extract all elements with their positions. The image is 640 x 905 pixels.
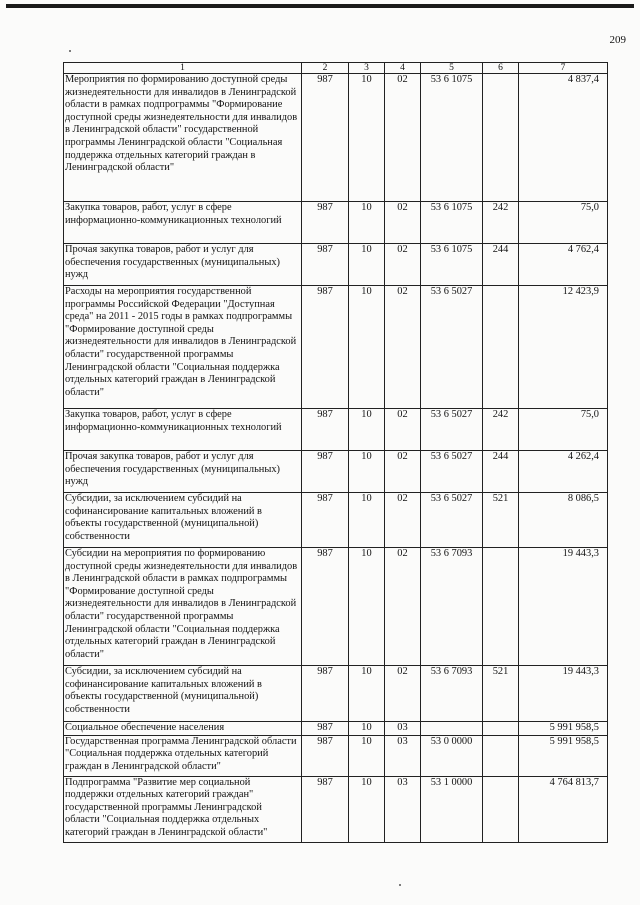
amount: 75,0: [519, 409, 608, 451]
table-row: [64, 244, 608, 286]
section-code: 10: [349, 493, 385, 548]
expense-description: Социальное обеспечение населения: [64, 722, 302, 736]
header-cell: 7: [519, 63, 608, 74]
expense-description: Субсидии, за исключением субсидий на софинансирование капитальных вложений в объекты государственной (муниципальной) собственности: [64, 666, 302, 722]
table-row: [64, 286, 608, 409]
expense-description: Субсидии на мероприятия по формированию доступной среды жизнедеятельности для инвалидов в Ленинградской области в рамках подпрограммы "Формирование доступной среды жизнедеятельности для инвалидов в Ленинградской области" государственной программы Ленинградской области "Социальная поддержка отдельных категорий граждан в Ленинградской области": [64, 548, 302, 666]
amount: 12 423,9: [519, 286, 608, 409]
section-code: 10: [349, 286, 385, 409]
ministry-code: 987: [302, 74, 349, 202]
amount: 4 262,4: [519, 451, 608, 493]
subsection-code: 03: [385, 722, 421, 736]
table-row: [64, 735, 608, 776]
expense-description: Прочая закупка товаров, работ и услуг для обеспечения государственных (муниципальных) нужд: [64, 451, 302, 493]
target-article-code: 53 6 5027: [421, 286, 483, 409]
expense-description: Подпрограмма "Развитие мер социальной поддержки отдельных категорий граждан" государственной программы Ленинградской области "Социальная поддержка отдельных категорий граждан в Ленинградской области": [64, 776, 302, 842]
target-article-code: 53 6 1075: [421, 244, 483, 286]
section-code: 10: [349, 202, 385, 244]
header-cell: 5: [421, 63, 483, 74]
ministry-code: 987: [302, 451, 349, 493]
ministry-code: 987: [302, 202, 349, 244]
expense-description: Расходы на мероприятия государственной программы Российской Федерации "Доступная среда" на 2011 - 2015 годы в рамках подпрограммы "Формирование доступной среды жизнедеятельности для инвалидов в Ленинградской области" государственной программы Ленинградской области "Социальная поддержка отдельных категорий граждан в Ленинградской области": [64, 286, 302, 409]
expense-description: Государственная программа Ленинградской области "Социальная поддержка отдельных категорий граждан в Ленинградской области": [64, 735, 302, 776]
subsection-code: 03: [385, 735, 421, 776]
header-cell: 6: [483, 63, 519, 74]
expense-type-code: [483, 548, 519, 666]
column-number-header-row: [64, 63, 608, 74]
section-code: 10: [349, 548, 385, 666]
scan-speck: [69, 50, 71, 52]
ministry-code: 987: [302, 286, 349, 409]
expense-type-code: [483, 722, 519, 736]
table-row: [64, 666, 608, 722]
target-article-code: 53 6 5027: [421, 451, 483, 493]
section-code: 10: [349, 244, 385, 286]
expense-type-code: 244: [483, 244, 519, 286]
subsection-code: 02: [385, 202, 421, 244]
ministry-code: 987: [302, 493, 349, 548]
expense-type-code: 242: [483, 202, 519, 244]
budget-table: [63, 62, 608, 843]
subsection-code: 02: [385, 409, 421, 451]
expense-type-code: [483, 735, 519, 776]
expense-type-code: 521: [483, 493, 519, 548]
subsection-code: 03: [385, 776, 421, 842]
expense-type-code: [483, 74, 519, 202]
ministry-code: 987: [302, 666, 349, 722]
subsection-code: 02: [385, 286, 421, 409]
amount: 5 991 958,5: [519, 735, 608, 776]
amount: 5 991 958,5: [519, 722, 608, 736]
amount: 75,0: [519, 202, 608, 244]
target-article-code: 53 6 1075: [421, 74, 483, 202]
section-code: 10: [349, 666, 385, 722]
ministry-code: 987: [302, 735, 349, 776]
table-row: [64, 493, 608, 548]
amount: 4 762,4: [519, 244, 608, 286]
table-row: [64, 409, 608, 451]
section-code: 10: [349, 776, 385, 842]
target-article-code: 53 6 7093: [421, 548, 483, 666]
table-row: [64, 776, 608, 842]
target-article-code: 53 6 5027: [421, 493, 483, 548]
expense-description: Закупка товаров, работ, услуг в сфере информационно-коммуникационных технологий: [64, 202, 302, 244]
target-article-code: 53 6 7093: [421, 666, 483, 722]
expense-description: Прочая закупка товаров, работ и услуг для обеспечения государственных (муниципальных) нужд: [64, 244, 302, 286]
expense-description: Закупка товаров, работ, услуг в сфере информационно-коммуникационных технологий: [64, 409, 302, 451]
target-article-code: 53 6 5027: [421, 409, 483, 451]
expense-description: Мероприятия по формированию доступной среды жизнедеятельности для инвалидов в Ленинградской области в рамках подпрограммы "Формирование доступной среды жизнедеятельности для инвалидов в Ленинградской области" государственной программы Ленинградской области "Социальная поддержка отдельных категорий граждан в Ленинградской области": [64, 74, 302, 202]
ministry-code: 987: [302, 776, 349, 842]
target-article-code: [421, 722, 483, 736]
header-cell: 3: [349, 63, 385, 74]
page-number: 209: [609, 34, 626, 46]
expense-description: Субсидии, за исключением субсидий на софинансирование капитальных вложений в объекты государственной (муниципальной) собственности: [64, 493, 302, 548]
header-cell: 1: [64, 63, 302, 74]
section-code: 10: [349, 735, 385, 776]
table-row: [64, 722, 608, 736]
amount: 8 086,5: [519, 493, 608, 548]
target-article-code: 53 1 0000: [421, 776, 483, 842]
table-row: [64, 548, 608, 666]
expense-type-code: 244: [483, 451, 519, 493]
subsection-code: 02: [385, 666, 421, 722]
subsection-code: 02: [385, 244, 421, 286]
table-row: [64, 74, 608, 202]
amount: 19 443,3: [519, 548, 608, 666]
amount: 19 443,3: [519, 666, 608, 722]
expense-type-code: 521: [483, 666, 519, 722]
amount: 4 764 813,7: [519, 776, 608, 842]
target-article-code: 53 0 0000: [421, 735, 483, 776]
ministry-code: 987: [302, 722, 349, 736]
expense-type-code: 242: [483, 409, 519, 451]
header-cell: 4: [385, 63, 421, 74]
table-row: [64, 202, 608, 244]
ministry-code: 987: [302, 409, 349, 451]
top-border-rule: [6, 4, 634, 8]
section-code: 10: [349, 451, 385, 493]
scan-speck: [399, 884, 401, 886]
subsection-code: 02: [385, 451, 421, 493]
table-row: [64, 451, 608, 493]
ministry-code: 987: [302, 244, 349, 286]
ministry-code: 987: [302, 548, 349, 666]
section-code: 10: [349, 722, 385, 736]
subsection-code: 02: [385, 493, 421, 548]
target-article-code: 53 6 1075: [421, 202, 483, 244]
amount: 4 837,4: [519, 74, 608, 202]
header-cell: 2: [302, 63, 349, 74]
subsection-code: 02: [385, 548, 421, 666]
expense-type-code: [483, 776, 519, 842]
section-code: 10: [349, 74, 385, 202]
expense-type-code: [483, 286, 519, 409]
section-code: 10: [349, 409, 385, 451]
subsection-code: 02: [385, 74, 421, 202]
